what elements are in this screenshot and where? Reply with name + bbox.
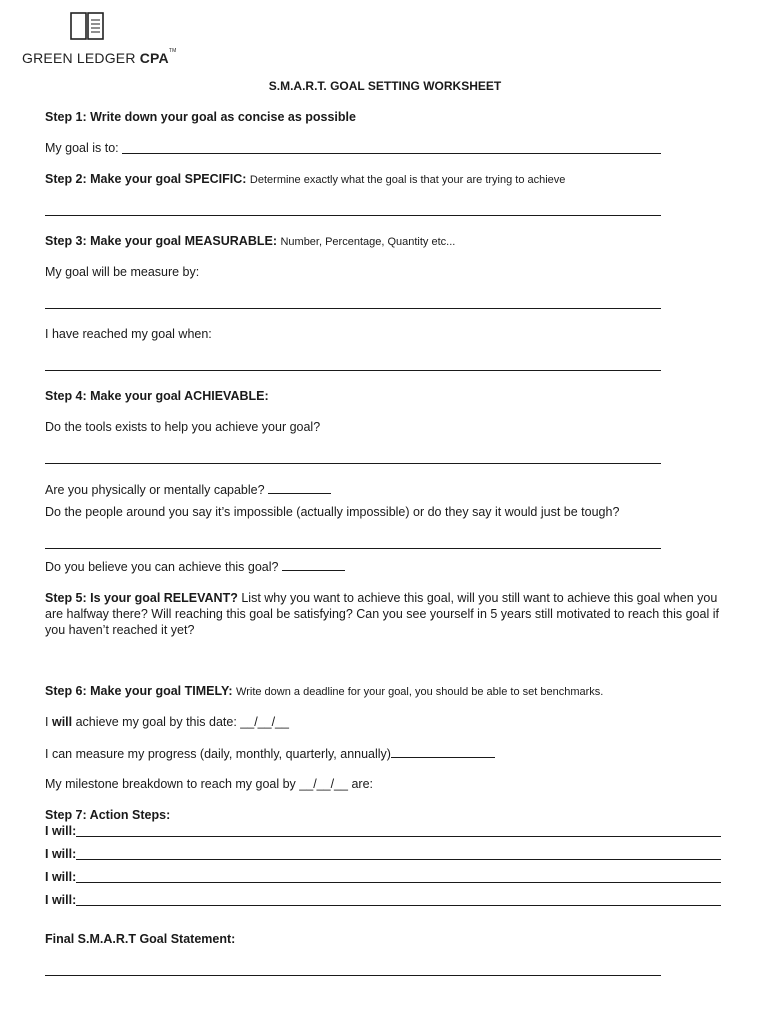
step4-heading: Step 4: Make your goal ACHIEVABLE: [45, 389, 269, 403]
action-step-label: I will: [45, 847, 77, 861]
action-step-label: I will: [45, 824, 77, 838]
action-step-line[interactable] [76, 882, 721, 883]
step5-heading: Step 5: Is your goal RELEVANT? [45, 591, 238, 605]
action-step-label: I will: [45, 893, 77, 907]
step3-heading-row [45, 234, 455, 248]
step2-heading-row [45, 172, 565, 186]
believe-answer-blank[interactable] [282, 559, 345, 571]
step6-heading-row [45, 684, 603, 698]
tools-answer-line[interactable] [45, 463, 661, 464]
final-statement-line[interactable] [45, 975, 661, 976]
measure-answer-line[interactable] [45, 308, 661, 309]
step6-question-3-row: My milestone breakdown to reach my goal by __/__/__ are: [45, 777, 373, 791]
step4-question-2-row [45, 482, 331, 497]
step3-heading: Step 3: Make your goal MEASURABLE: [45, 234, 277, 248]
deadline-date-blank[interactable]: __/__/__ [240, 715, 289, 729]
capable-answer-blank[interactable] [268, 482, 331, 494]
step5-text: List why you want to achieve this goal, will you still want to achieve this goal when you are halfway there? Will reaching this goal be satisfying? Can you see yourself in 5 years still motivated to reach this goal if you haven’t reached it yet? [45, 591, 719, 637]
step1-heading: Step 1: Write down your goal as concise as possible [45, 110, 356, 124]
step3-question-1: My goal will be measure by: [45, 265, 200, 279]
step4-question-4: Do you believe you can achieve this goal? [45, 560, 279, 574]
milestone-date-blank[interactable]: __/__/__ [299, 777, 348, 791]
people-answer-line[interactable] [45, 548, 661, 549]
step7-heading: Step 7: Action Steps: [45, 808, 171, 822]
step1-prompt: My goal is to: [45, 141, 119, 155]
step6-question-2-row [45, 746, 495, 761]
step4-question-1: Do the tools exists to help you achieve your goal? [45, 420, 321, 434]
step6-heading: Step 6: Make your goal TIMELY: [45, 684, 233, 698]
final-heading: Final S.M.A.R.T Goal Statement: [45, 932, 236, 946]
step5-block [45, 590, 735, 638]
goal-answer-line[interactable] [122, 153, 661, 154]
brand-logo [22, 12, 177, 66]
step6-question-2: I can measure my progress (daily, monthly, quarterly, annually) [45, 747, 391, 761]
step4-question-4-row [45, 559, 345, 574]
step4-question-2: Are you physically or mentally capable? [45, 483, 265, 497]
step3-note: Number, Percentage, Quantity etc... [280, 236, 456, 248]
step2-note: Determine exactly what the goal is that your are trying to achieve [249, 174, 566, 186]
step6-question-1-row: I will achieve my goal by this date: __/__/__ [45, 715, 289, 729]
step4-question-3: Do the people around you say it’s impossible (actually impossible) or do they say it would just be tough? [45, 505, 620, 519]
step6-note: Write down a deadline for your goal, you should be able to set benchmarks. [236, 686, 604, 698]
action-step-line[interactable] [76, 859, 721, 860]
will-emphasis: will [51, 715, 73, 729]
page-title: S.M.A.R.T. GOAL SETTING WORKSHEET [268, 79, 502, 93]
step3-question-2: I have reached my goal when: [45, 327, 212, 341]
step2-heading: Step 2: Make your goal SPECIFIC: [45, 172, 247, 186]
specific-answer-line[interactable] [45, 215, 661, 216]
action-step-line[interactable] [76, 836, 721, 837]
progress-answer-blank[interactable] [391, 746, 495, 758]
reached-answer-line[interactable] [45, 370, 661, 371]
open-book-icon [70, 12, 104, 40]
brand-name: GREEN LEDGER CPA™ [22, 48, 177, 66]
action-step-label: I will: [45, 870, 77, 884]
action-step-line[interactable] [76, 905, 721, 906]
